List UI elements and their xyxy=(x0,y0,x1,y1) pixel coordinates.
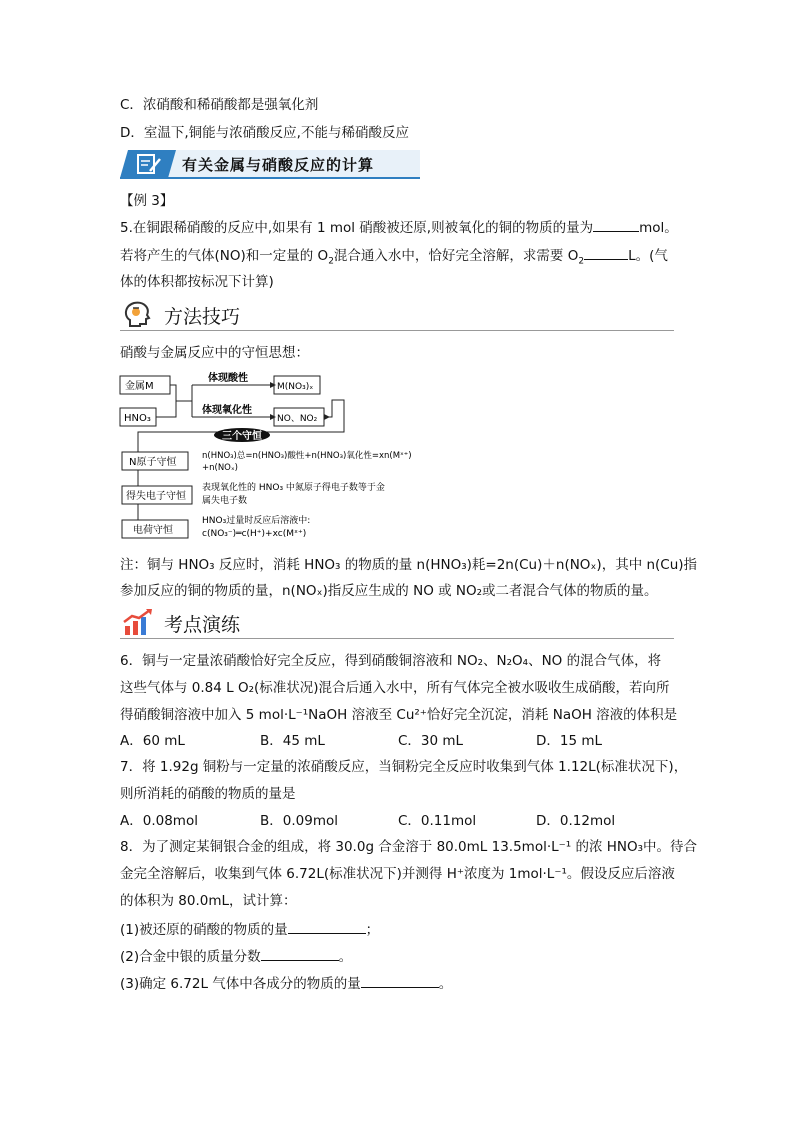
banner-title: 有关金属与硝酸反应的计算 xyxy=(182,156,375,174)
q7-option-b[interactable]: B．0.09mol xyxy=(260,813,338,829)
q8-sub-2-text: (2)合金中银的质量分数 xyxy=(120,949,261,965)
method-intro: 硝酸与金属反应中的守恒思想： xyxy=(120,345,309,361)
q5-text-e: L。(气 xyxy=(628,248,668,264)
option-d: D．室温下,铜能与浓硝酸反应,不能与稀硝酸反应 xyxy=(120,125,409,141)
q8-sub-1-text: (1)被还原的硝酸的物质的量 xyxy=(120,922,288,938)
q8-blank-2[interactable] xyxy=(261,947,339,961)
q5-text-c: 若将产生的气体(NO)和一定量的 O xyxy=(120,248,329,264)
question-8-line-3: 的体积为 80.0mL，试计算： xyxy=(120,893,297,909)
method-note-1: 注：铜与 HNO₃ 反应时，消耗 HNO₃ 的物质的量 n(HNO₃)耗=2n(Cu)＋n(NOₓ)，其中 n(Cu)指 xyxy=(120,557,698,573)
q5-blank-1[interactable] xyxy=(593,218,639,232)
diagram-product2: NO、NO₂ xyxy=(277,414,318,424)
question-7-line-2: 则所消耗的硝酸的物质的量是 xyxy=(120,786,296,802)
diagram-hno3: HNO₃ xyxy=(124,413,151,424)
q8-sub-1-end: ； xyxy=(365,922,380,938)
method-note-2: 参加反应的铜的物质的量，n(NOₓ)指反应生成的 NO 或 NO₂或二者混合气体的物质的量。 xyxy=(120,583,658,599)
method-heading xyxy=(120,298,674,331)
q7-option-a[interactable]: A．0.08mol xyxy=(120,813,198,829)
question-6-line-3: 得硝酸铜溶液中加入 5 mol·L⁻¹NaOH 溶液至 Cu²⁺恰好完全沉淀，消耗 NaOH 溶液的体积是 xyxy=(120,707,678,723)
section-banner xyxy=(120,148,420,180)
question-5-line-2: 若将产生的气体(NO)和一定量的 $O_2$混合通入水中，恰好完全溶解，求需要 $O_2$ L。(气 xyxy=(120,248,668,267)
conservation-diagram xyxy=(118,370,448,548)
q5-text-b: mol。 xyxy=(639,220,678,236)
diagram-n-desc-1: n(HNO₃)总=n(HNO₃)酸性+n(HNO₃)氧化性=xn(Mˣ⁺) xyxy=(202,451,412,461)
diagram-acid-label: 体现酸性 xyxy=(208,373,248,384)
diagram-center: 三个守恒 xyxy=(222,431,262,442)
q6-option-d[interactable]: D．15 mL xyxy=(536,733,603,749)
question-6-line-1: 6．铜与一定量浓硝酸恰好完全反应，得到硝酸铜溶液和 NO₂、N₂O₄、NO 的混合气体，将 xyxy=(120,653,662,669)
diagram-e-cons: 得失电子守恒 xyxy=(126,491,186,502)
q6-option-c[interactable]: C．30 mL xyxy=(398,733,464,749)
q5-text-d: 混合通入水中，恰好完全溶解，求需要 O xyxy=(333,248,579,264)
diagram-e-desc-2: 属失电子数 xyxy=(202,496,248,506)
head-lightbulb-icon xyxy=(122,300,152,328)
q5-text-a: 5.在铜跟稀硝酸的反应中,如果有 1 mol 硝酸被还原,则被氧化的铜的物质的量为 xyxy=(120,220,594,236)
practice-title: 考点演练 xyxy=(164,614,241,636)
q7-option-d[interactable]: D．0.12mol xyxy=(536,813,616,829)
question-5-line-3: 体的体积都按标况下计算) xyxy=(120,274,274,290)
diagram-q-desc-2: c(NO₃⁻)═c(H⁺)+xc(Mˣ⁺) xyxy=(202,529,307,539)
diagram-ox-label: 体现氧化性 xyxy=(202,405,252,416)
question-5-line-1 xyxy=(120,218,678,237)
diagram-metal: 金属M xyxy=(125,381,154,392)
diagram-n-cons: N原子守恒 xyxy=(129,457,177,468)
q8-sub-3-text: (3)确定 6.72L 气体中各成分的物质的量 xyxy=(120,976,361,992)
notepad-icon xyxy=(136,153,162,175)
q8-sub-3-end: 。 xyxy=(438,976,453,992)
question-6-line-2: 这些气体与 0.84 L O₂(标准状况)混合后通入水中，所有气体完全被水吸收生成硝酸，若向所 xyxy=(120,680,670,696)
q7-option-c[interactable]: C．0.11mol xyxy=(398,813,477,829)
diagram-q-cons: 电荷守恒 xyxy=(133,525,173,536)
example-label: 【例 3】 xyxy=(120,193,174,209)
question-8-line-2: 金完全溶解后，收集到气体 6.72L(标准状况下)并测得 H⁺浓度为 1mol·L⁻¹。假设反应后溶液 xyxy=(120,866,675,882)
q8-sub-2-end: 。 xyxy=(338,949,353,965)
question-8-sub-1 xyxy=(120,920,379,939)
option-c: C．浓硝酸和稀硝酸都是强氧化剂 xyxy=(120,97,319,113)
bar-chart-icon xyxy=(122,608,154,636)
question-8-sub-3 xyxy=(120,974,452,993)
question-8-sub-2 xyxy=(120,947,352,966)
q8-blank-3[interactable] xyxy=(361,974,439,988)
diagram-n-desc-2: +n(NOₓ) xyxy=(202,463,238,473)
q8-blank-1[interactable] xyxy=(288,920,366,934)
q5-blank-2[interactable] xyxy=(584,246,628,260)
diagram-q-desc-1: HNO₃过量时反应后溶液中: xyxy=(202,516,311,526)
q6-option-a[interactable]: A．60 mL xyxy=(120,733,185,749)
q6-option-b[interactable]: B．45 mL xyxy=(260,733,325,749)
diagram-e-desc-1: 表现氧化性的 HNO₃ 中氮原子得电子数等于金 xyxy=(202,483,385,493)
diagram-product1: M(NO₃)ₓ xyxy=(277,382,314,392)
method-title: 方法技巧 xyxy=(164,306,241,328)
question-8-line-1: 8．为了测定某铜银合金的组成，将 30.0g 合金溶于 80.0mL 13.5mol·L⁻¹ 的浓 HNO₃中。待合 xyxy=(120,839,698,855)
practice-heading xyxy=(120,606,674,639)
question-7-line-1: 7．将 1.92g 铜粉与一定量的浓硝酸反应，当铜粉完全反应时收集到气体 1.12L(标准状况下)， xyxy=(120,759,688,775)
